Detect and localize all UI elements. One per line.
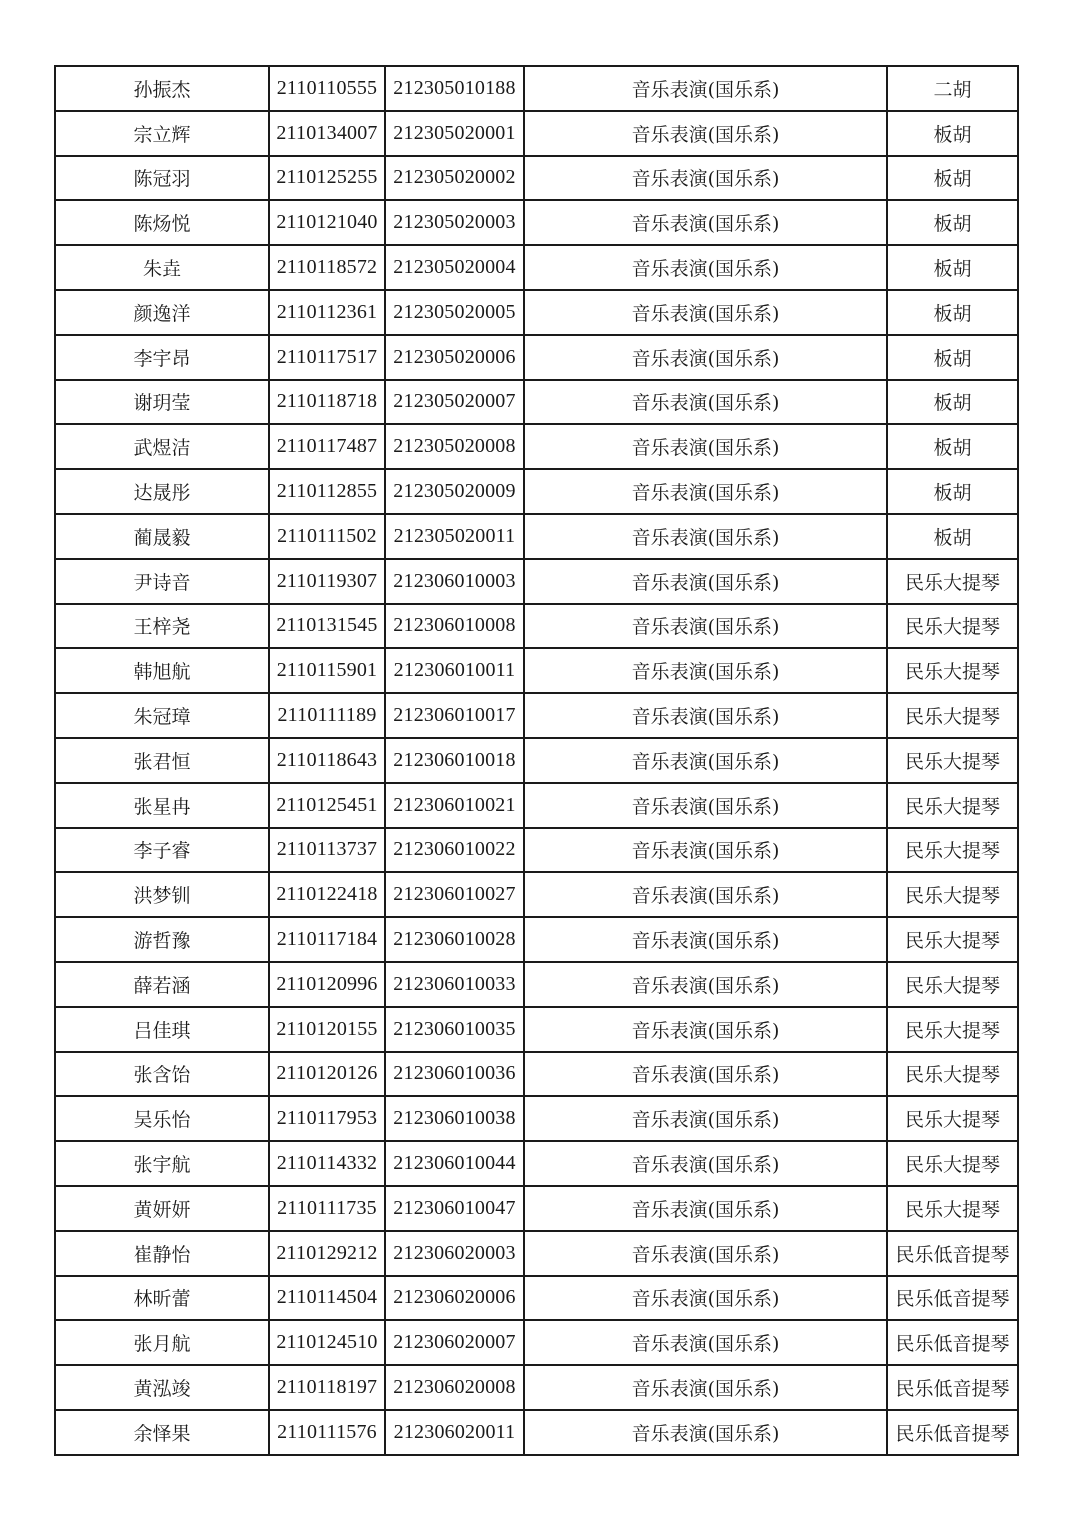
major-cell: 音乐表演(国乐系) <box>524 1410 887 1455</box>
registration-number-cell: 212306010027 <box>385 872 524 917</box>
exam-number-cell: 2110111502 <box>269 514 385 559</box>
table-row <box>55 66 1018 111</box>
instrument-cell: 板胡 <box>887 469 1018 514</box>
major-cell: 音乐表演(国乐系) <box>524 1052 887 1097</box>
student-name-cell: 黄泓竣 <box>55 1365 269 1410</box>
registration-number-cell: 212306010044 <box>385 1141 524 1186</box>
exam-number-cell: 2110118197 <box>269 1365 385 1410</box>
major-cell: 音乐表演(国乐系) <box>524 156 887 201</box>
table-row <box>55 872 1018 917</box>
table-row <box>55 828 1018 873</box>
exam-number-cell: 2110120996 <box>269 962 385 1007</box>
student-name-cell: 韩旭航 <box>55 648 269 693</box>
major-cell: 音乐表演(国乐系) <box>524 1276 887 1321</box>
registration-number-cell: 212306020003 <box>385 1231 524 1276</box>
registration-number-cell: 212306010003 <box>385 559 524 604</box>
student-name-cell: 尹诗音 <box>55 559 269 604</box>
major-cell: 音乐表演(国乐系) <box>524 380 887 425</box>
student-name-cell: 张含饴 <box>55 1052 269 1097</box>
exam-number-cell: 2110125451 <box>269 783 385 828</box>
table-row <box>55 200 1018 245</box>
table-row <box>55 917 1018 962</box>
instrument-cell: 民乐大提琴 <box>887 693 1018 738</box>
student-name-cell: 黄妍妍 <box>55 1186 269 1231</box>
roster-table <box>54 65 1019 1456</box>
major-cell: 音乐表演(国乐系) <box>524 1141 887 1186</box>
instrument-cell: 民乐大提琴 <box>887 872 1018 917</box>
student-name-cell: 吕佳琪 <box>55 1007 269 1052</box>
major-cell: 音乐表演(国乐系) <box>524 604 887 649</box>
major-cell: 音乐表演(国乐系) <box>524 693 887 738</box>
table-row <box>55 1141 1018 1186</box>
exam-number-cell: 2110118643 <box>269 738 385 783</box>
exam-number-cell: 2110131545 <box>269 604 385 649</box>
exam-number-cell: 2110117184 <box>269 917 385 962</box>
instrument-cell: 民乐大提琴 <box>887 962 1018 1007</box>
major-cell: 音乐表演(国乐系) <box>524 290 887 335</box>
exam-number-cell: 2110112855 <box>269 469 385 514</box>
exam-number-cell: 2110134007 <box>269 111 385 156</box>
major-cell: 音乐表演(国乐系) <box>524 917 887 962</box>
table-row <box>55 1186 1018 1231</box>
major-cell: 音乐表演(国乐系) <box>524 111 887 156</box>
table-row <box>55 245 1018 290</box>
table-row <box>55 693 1018 738</box>
registration-number-cell: 212305020002 <box>385 156 524 201</box>
registration-number-cell: 212305020005 <box>385 290 524 335</box>
table-row <box>55 559 1018 604</box>
exam-number-cell: 2110113737 <box>269 828 385 873</box>
exam-number-cell: 2110111189 <box>269 693 385 738</box>
registration-number-cell: 212305020008 <box>385 424 524 469</box>
table-row <box>55 738 1018 783</box>
student-name-cell: 游哲豫 <box>55 917 269 962</box>
instrument-cell: 民乐低音提琴 <box>887 1320 1018 1365</box>
registration-number-cell: 212306020011 <box>385 1410 524 1455</box>
major-cell: 音乐表演(国乐系) <box>524 1320 887 1365</box>
instrument-cell: 板胡 <box>887 290 1018 335</box>
instrument-cell: 二胡 <box>887 66 1018 111</box>
major-cell: 音乐表演(国乐系) <box>524 872 887 917</box>
exam-number-cell: 2110120126 <box>269 1052 385 1097</box>
exam-number-cell: 2110118572 <box>269 245 385 290</box>
registration-number-cell: 212306010011 <box>385 648 524 693</box>
table-row <box>55 290 1018 335</box>
roster-body <box>55 66 1018 1455</box>
instrument-cell: 板胡 <box>887 424 1018 469</box>
exam-number-cell: 2110111735 <box>269 1186 385 1231</box>
major-cell: 音乐表演(国乐系) <box>524 335 887 380</box>
registration-number-cell: 212305020006 <box>385 335 524 380</box>
major-cell: 音乐表演(国乐系) <box>524 1007 887 1052</box>
instrument-cell: 民乐大提琴 <box>887 648 1018 693</box>
registration-number-cell: 212305020011 <box>385 514 524 559</box>
student-name-cell: 张君恒 <box>55 738 269 783</box>
instrument-cell: 板胡 <box>887 380 1018 425</box>
exam-number-cell: 2110122418 <box>269 872 385 917</box>
instrument-cell: 民乐大提琴 <box>887 1007 1018 1052</box>
student-name-cell: 余怿果 <box>55 1410 269 1455</box>
exam-number-cell: 2110117953 <box>269 1096 385 1141</box>
instrument-cell: 板胡 <box>887 514 1018 559</box>
major-cell: 音乐表演(国乐系) <box>524 66 887 111</box>
student-name-cell: 吴乐怡 <box>55 1096 269 1141</box>
student-name-cell: 颜逸洋 <box>55 290 269 335</box>
student-name-cell: 朱冠璋 <box>55 693 269 738</box>
table-row <box>55 1096 1018 1141</box>
student-name-cell: 李子睿 <box>55 828 269 873</box>
exam-number-cell: 2110118718 <box>269 380 385 425</box>
major-cell: 音乐表演(国乐系) <box>524 1365 887 1410</box>
major-cell: 音乐表演(国乐系) <box>524 200 887 245</box>
table-row <box>55 1231 1018 1276</box>
major-cell: 音乐表演(国乐系) <box>524 828 887 873</box>
table-row <box>55 1320 1018 1365</box>
exam-number-cell: 2110121040 <box>269 200 385 245</box>
exam-number-cell: 2110117487 <box>269 424 385 469</box>
instrument-cell: 民乐低音提琴 <box>887 1276 1018 1321</box>
table-row <box>55 648 1018 693</box>
registration-number-cell: 212305020004 <box>385 245 524 290</box>
exam-number-cell: 2110115901 <box>269 648 385 693</box>
instrument-cell: 民乐低音提琴 <box>887 1410 1018 1455</box>
exam-number-cell: 2110114332 <box>269 1141 385 1186</box>
table-row <box>55 424 1018 469</box>
student-name-cell: 张星冉 <box>55 783 269 828</box>
student-name-cell: 张月航 <box>55 1320 269 1365</box>
student-name-cell: 张宇航 <box>55 1141 269 1186</box>
major-cell: 音乐表演(国乐系) <box>524 783 887 828</box>
student-name-cell: 洪梦钏 <box>55 872 269 917</box>
student-name-cell: 朱垚 <box>55 245 269 290</box>
instrument-cell: 民乐大提琴 <box>887 1052 1018 1097</box>
student-name-cell: 蔺晟毅 <box>55 514 269 559</box>
student-name-cell: 陈炀悦 <box>55 200 269 245</box>
registration-number-cell: 212305020003 <box>385 200 524 245</box>
major-cell: 音乐表演(国乐系) <box>524 962 887 1007</box>
student-name-cell: 谢玥莹 <box>55 380 269 425</box>
table-row <box>55 469 1018 514</box>
registration-number-cell: 212306020007 <box>385 1320 524 1365</box>
student-name-cell: 王梓尧 <box>55 604 269 649</box>
table-row <box>55 1276 1018 1321</box>
registration-number-cell: 212306010038 <box>385 1096 524 1141</box>
instrument-cell: 民乐低音提琴 <box>887 1231 1018 1276</box>
major-cell: 音乐表演(国乐系) <box>524 245 887 290</box>
student-name-cell: 孙振杰 <box>55 66 269 111</box>
registration-number-cell: 212305020009 <box>385 469 524 514</box>
table-row <box>55 111 1018 156</box>
student-name-cell: 宗立辉 <box>55 111 269 156</box>
exam-number-cell: 2110114504 <box>269 1276 385 1321</box>
registration-number-cell: 212306010008 <box>385 604 524 649</box>
registration-number-cell: 212305020007 <box>385 380 524 425</box>
student-name-cell: 薛若涵 <box>55 962 269 1007</box>
table-row <box>55 1052 1018 1097</box>
student-name-cell: 李宇昂 <box>55 335 269 380</box>
table-row <box>55 962 1018 1007</box>
instrument-cell: 民乐大提琴 <box>887 917 1018 962</box>
table-row <box>55 1007 1018 1052</box>
registration-number-cell: 212306020006 <box>385 1276 524 1321</box>
table-row <box>55 156 1018 201</box>
instrument-cell: 民乐大提琴 <box>887 828 1018 873</box>
table-row <box>55 335 1018 380</box>
instrument-cell: 民乐大提琴 <box>887 604 1018 649</box>
registration-number-cell: 212306010047 <box>385 1186 524 1231</box>
major-cell: 音乐表演(国乐系) <box>524 469 887 514</box>
instrument-cell: 板胡 <box>887 335 1018 380</box>
exam-number-cell: 2110120155 <box>269 1007 385 1052</box>
instrument-cell: 板胡 <box>887 200 1018 245</box>
exam-number-cell: 2110111576 <box>269 1410 385 1455</box>
registration-number-cell: 212305010188 <box>385 66 524 111</box>
table-row <box>55 514 1018 559</box>
registration-number-cell: 212306010033 <box>385 962 524 1007</box>
instrument-cell: 民乐大提琴 <box>887 1186 1018 1231</box>
instrument-cell: 民乐大提琴 <box>887 1096 1018 1141</box>
instrument-cell: 民乐大提琴 <box>887 1141 1018 1186</box>
major-cell: 音乐表演(国乐系) <box>524 738 887 783</box>
major-cell: 音乐表演(国乐系) <box>524 559 887 604</box>
instrument-cell: 板胡 <box>887 245 1018 290</box>
registration-number-cell: 212306010018 <box>385 738 524 783</box>
exam-number-cell: 2110119307 <box>269 559 385 604</box>
table-row <box>55 783 1018 828</box>
exam-number-cell: 2110110555 <box>269 66 385 111</box>
registration-number-cell: 212306010028 <box>385 917 524 962</box>
exam-number-cell: 2110129212 <box>269 1231 385 1276</box>
table-row <box>55 1410 1018 1455</box>
exam-number-cell: 2110124510 <box>269 1320 385 1365</box>
instrument-cell: 民乐大提琴 <box>887 738 1018 783</box>
table-row <box>55 604 1018 649</box>
student-name-cell: 林昕蕾 <box>55 1276 269 1321</box>
instrument-cell: 民乐大提琴 <box>887 783 1018 828</box>
table-row <box>55 1365 1018 1410</box>
registration-number-cell: 212306010035 <box>385 1007 524 1052</box>
instrument-cell: 板胡 <box>887 111 1018 156</box>
student-name-cell: 武煜洁 <box>55 424 269 469</box>
student-name-cell: 达晟彤 <box>55 469 269 514</box>
registration-number-cell: 212306010017 <box>385 693 524 738</box>
student-name-cell: 陈冠羽 <box>55 156 269 201</box>
exam-number-cell: 2110112361 <box>269 290 385 335</box>
major-cell: 音乐表演(国乐系) <box>524 1186 887 1231</box>
major-cell: 音乐表演(国乐系) <box>524 424 887 469</box>
instrument-cell: 板胡 <box>887 156 1018 201</box>
registration-number-cell: 212305020001 <box>385 111 524 156</box>
major-cell: 音乐表演(国乐系) <box>524 1096 887 1141</box>
exam-number-cell: 2110117517 <box>269 335 385 380</box>
instrument-cell: 民乐大提琴 <box>887 559 1018 604</box>
registration-number-cell: 212306020008 <box>385 1365 524 1410</box>
major-cell: 音乐表演(国乐系) <box>524 1231 887 1276</box>
major-cell: 音乐表演(国乐系) <box>524 648 887 693</box>
major-cell: 音乐表演(国乐系) <box>524 514 887 559</box>
registration-number-cell: 212306010021 <box>385 783 524 828</box>
registration-number-cell: 212306010022 <box>385 828 524 873</box>
student-name-cell: 崔静怡 <box>55 1231 269 1276</box>
instrument-cell: 民乐低音提琴 <box>887 1365 1018 1410</box>
registration-number-cell: 212306010036 <box>385 1052 524 1097</box>
table-row <box>55 380 1018 425</box>
exam-number-cell: 2110125255 <box>269 156 385 201</box>
